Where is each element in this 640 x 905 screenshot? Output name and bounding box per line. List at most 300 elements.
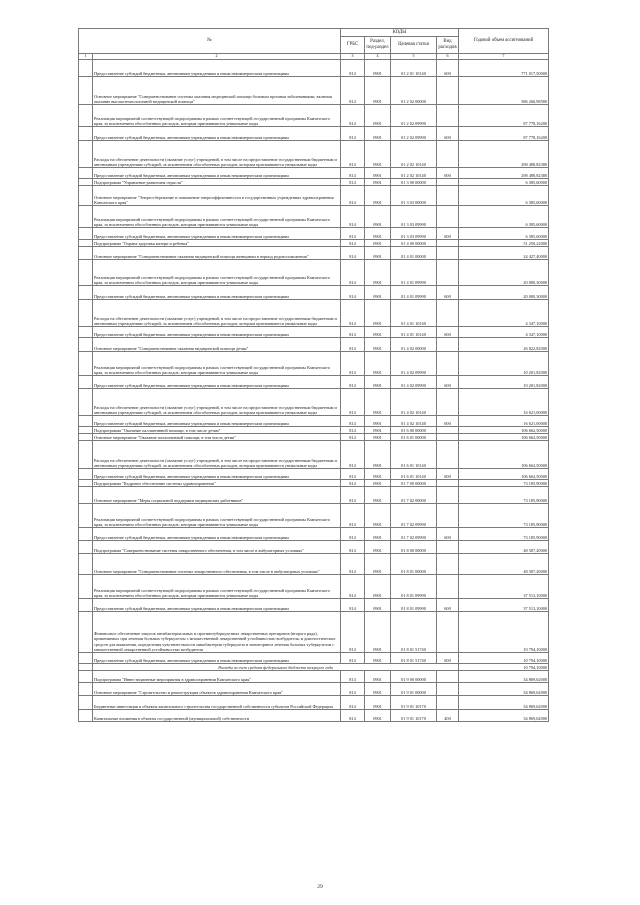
amount-cell: 6 385,60000	[459, 228, 549, 240]
grbs-cell: 814	[341, 260, 365, 286]
name-cell: Основное мероприятие "Меры социальной поддержки медицинских работников"	[93, 487, 341, 504]
column-index: 2	[93, 54, 341, 60]
expense-kind-cell	[437, 186, 459, 206]
row-number-cell	[79, 240, 93, 247]
grbs-cell: 814	[341, 671, 365, 683]
name-cell: Подпрограмма "Кадровое обеспечение системы здравоохранения"	[93, 480, 341, 487]
amount-cell: 26 822,82000	[459, 338, 549, 352]
target-article-cell: 01 4 01 00000	[391, 247, 437, 260]
grbs-cell: 814	[341, 60, 365, 77]
row-number-cell	[79, 186, 93, 206]
amount-cell: 73 185,90000	[459, 528, 549, 541]
section-cell: 0901	[365, 376, 391, 389]
expense-kind-cell	[437, 77, 459, 105]
name-cell: Подпрограмма "Охрана здоровья матери и ребенка"	[93, 240, 341, 247]
amount-cell: 48 307,20000	[459, 541, 549, 554]
table-row	[79, 541, 549, 554]
table-row	[79, 168, 549, 179]
amount-cell: 51 250,22000	[459, 240, 549, 247]
table-row	[79, 504, 549, 528]
grbs-cell: 814	[341, 696, 365, 710]
grbs-cell: 814	[341, 441, 365, 469]
grbs-cell: 814	[341, 352, 365, 376]
target-article-cell: 01 4 01 10140	[391, 300, 437, 327]
section-cell: 0901	[365, 710, 391, 722]
table-row	[79, 206, 549, 228]
table-row	[79, 105, 549, 127]
name-cell: Реализация мероприятий соответствующей подпрограммы в рамках соответствующей государственной программы Камчатского края, за исключением обособленных расходов, которым присваиваются уникальные коды	[93, 352, 341, 376]
row-number-cell	[79, 554, 93, 575]
name-cell: Предоставление субсидий бюджетным, автономным учреждениям и иным некоммерческим организациям	[93, 653, 341, 664]
amount-cell: 6 385,60000	[459, 206, 549, 228]
column-index: 3	[341, 54, 365, 60]
table-row	[79, 247, 549, 260]
section-cell: 0901	[365, 60, 391, 77]
page-number: 29	[317, 884, 323, 890]
section-cell: 0901	[365, 441, 391, 469]
grbs-cell: 814	[341, 683, 365, 696]
expense-kind-cell	[437, 487, 459, 504]
name-cell: Финансовое обеспечение закупок антибактериальных и противотуберкулезных лекарственных препаратов (второго ряда), применяемых при лечении больных туберкулезом с множественной лекарственной устойчивостью возбудителя, и диагностических средств для выявления, определения чувствительности микобактерии туберкулеза и мониторинга лечения больных туберкулезом с множественной лекарственной устойчивостью возбудителя	[93, 612, 341, 653]
section-cell: 0901	[365, 599, 391, 612]
name-cell: Предоставление субсидий бюджетным, автономным учреждениям и иным некоммерческим организациям	[93, 528, 341, 541]
section-cell: 0901	[365, 228, 391, 240]
row-number-cell	[79, 206, 93, 228]
table-row	[79, 696, 549, 710]
grbs-cell: 814	[341, 416, 365, 427]
grbs-cell: 814	[341, 653, 365, 664]
grbs-cell: 814	[341, 168, 365, 179]
budget-table-sheet	[78, 28, 548, 722]
section-cell: 0901	[365, 77, 391, 105]
grbs-cell: 814	[341, 504, 365, 528]
target-article-cell: 01 2 02 00000	[391, 77, 437, 105]
expense-kind-cell	[437, 554, 459, 575]
target-article-cell: 01 6 00 00000	[391, 427, 437, 434]
table-row	[79, 469, 549, 480]
row-number-cell	[79, 300, 93, 327]
name-cell: Предоставление субсидий бюджетным, автономным учреждениям и иным некоммерческим организациям	[93, 168, 341, 179]
header-expense-kind: Вид расходов	[437, 37, 459, 54]
amount-cell: 24 427,40000	[459, 247, 549, 260]
row-number-cell	[79, 653, 93, 664]
table-row	[79, 338, 549, 352]
expense-kind-cell	[437, 434, 459, 441]
row-number-cell	[79, 480, 93, 487]
row-number-cell	[79, 469, 93, 480]
row-number-cell	[79, 260, 93, 286]
row-number-cell	[79, 416, 93, 427]
expense-kind-cell: 600	[437, 327, 459, 338]
grbs-cell: 814	[341, 327, 365, 338]
amount-cell: 34 869,62000	[459, 710, 549, 722]
amount-cell: 10 794,10000	[459, 664, 549, 671]
grbs-cell: 814	[341, 376, 365, 389]
grbs-cell: 814	[341, 179, 365, 186]
name-cell: Расходы на обеспечение деятельности (оказание услуг) учреждений, в том числе на предоставление государственным бюджетным и автономным учреждениям субсидий, за исключением обособленных расходов, которым присваиваются уникальные коды	[93, 441, 341, 469]
section-cell: 0901	[365, 653, 391, 664]
column-index: 7	[459, 54, 549, 60]
grbs-cell: 814	[341, 300, 365, 327]
row-number-cell	[79, 168, 93, 179]
amount-cell: 4 347,10000	[459, 300, 549, 327]
amount-cell: 37 513,10000	[459, 599, 549, 612]
section-cell: 0901	[365, 247, 391, 260]
table-row	[79, 179, 549, 186]
column-index: 1	[79, 54, 93, 60]
header-annual-volume: Годовой объем ассигнований	[459, 29, 549, 54]
name-cell: Основное мероприятие "Совершенствование системы оказания медицинской помощи больным прочими заболеваниями, включая оказание высокотехнологичной медицинской помощи"	[93, 77, 341, 105]
section-cell: 0901	[365, 389, 391, 416]
section-cell: 0901	[365, 671, 391, 683]
name-cell: Предоставление субсидий бюджетным, автономным учреждениям и иным некоммерческим организациям	[93, 60, 341, 77]
section-cell: 0901	[365, 141, 391, 168]
grbs-cell: 814	[341, 469, 365, 480]
expense-kind-cell	[437, 541, 459, 554]
row-number-cell	[79, 504, 93, 528]
expense-kind-cell	[437, 427, 459, 434]
amount-cell: 386 266,98580	[459, 77, 549, 105]
table-row	[79, 671, 549, 683]
grbs-cell: 814	[341, 127, 365, 141]
name-cell: Основное мероприятие "Совершенствование системы лекарственного обеспечения, в том числе в амбулаторных условиях"	[93, 554, 341, 575]
section-cell: 0901	[365, 469, 391, 480]
grbs-cell: 814	[341, 541, 365, 554]
row-number-cell	[79, 487, 93, 504]
target-article-cell: 01 8 01 09990	[391, 575, 437, 599]
name-cell: Основное мероприятие "Совершенствование оказания медицинской помощи детям"	[93, 338, 341, 352]
target-article-cell: 01 3 03 09990	[391, 228, 437, 240]
target-article-cell: 01 4 01 09990	[391, 260, 437, 286]
row-number-cell	[79, 179, 93, 186]
section-cell: 0901	[365, 240, 391, 247]
row-number-cell	[79, 664, 93, 671]
row-number-cell	[79, 338, 93, 352]
amount-cell: 48 307,20000	[459, 554, 549, 575]
expense-kind-cell	[437, 683, 459, 696]
grbs-cell: 814	[341, 612, 365, 653]
target-article-cell: 01 4 02 00000	[391, 338, 437, 352]
table-row	[79, 77, 549, 105]
target-article-cell: 01 4 02 09990	[391, 352, 437, 376]
amount-cell: 87 778,16200	[459, 105, 549, 127]
name-cell: Расходы на обеспечение деятельности (оказание услуг) учреждений, в том числе на предоставление государственным бюджетным и автономным учреждениям субсидий, за исключением обособленных расходов, которым присваиваются уникальные коды	[93, 141, 341, 168]
column-index: 6	[437, 54, 459, 60]
note-cell: Расходы за счет средств федерального бюджета текущего года	[93, 664, 459, 671]
amount-cell: 34 869,62000	[459, 671, 549, 683]
expense-kind-cell	[437, 671, 459, 683]
grbs-cell: 814	[341, 389, 365, 416]
target-article-cell: 01 8 01 09990	[391, 599, 437, 612]
grbs-cell: 814	[341, 554, 365, 575]
name-cell: Реализация мероприятий соответствующей подпрограммы в рамках соответствующей государственной программы Камчатского края, за исключением обособленных расходов, которым присваиваются уникальные коды	[93, 206, 341, 228]
expense-kind-cell: 600	[437, 376, 459, 389]
expense-kind-cell	[437, 441, 459, 469]
section-cell: 0901	[365, 504, 391, 528]
target-article-cell: 01 2 02 10140	[391, 168, 437, 179]
amount-cell: 20 080,30000	[459, 286, 549, 300]
column-index: 4	[365, 54, 391, 60]
table-row	[79, 416, 549, 427]
row-number-cell	[79, 228, 93, 240]
amount-cell: 16 621,00000	[459, 416, 549, 427]
amount-cell: 10 794,10000	[459, 653, 549, 664]
table-row	[79, 228, 549, 240]
amount-cell: 73 185,90000	[459, 504, 549, 528]
row-number-cell	[79, 575, 93, 599]
row-number-cell	[79, 528, 93, 541]
target-article-cell: 01 4 02 10140	[391, 416, 437, 427]
expense-kind-cell: 600	[437, 469, 459, 480]
name-cell: Подпрограмма "Оказание паллиативной помощи, в том числе детям"	[93, 427, 341, 434]
expense-kind-cell	[437, 480, 459, 487]
row-number-cell	[79, 60, 93, 77]
amount-cell: 34 869,62000	[459, 683, 549, 696]
row-number-cell	[79, 77, 93, 105]
target-article-cell: 01 4 02 09990	[391, 376, 437, 389]
row-number-cell	[79, 683, 93, 696]
expense-kind-cell	[437, 247, 459, 260]
name-cell: Подпрограмма "Управление развитием отрасли"	[93, 179, 341, 186]
expense-kind-cell	[437, 575, 459, 599]
section-cell: 0901	[365, 127, 391, 141]
table-row	[79, 441, 549, 469]
amount-cell: 6 385,60000	[459, 186, 549, 206]
grbs-cell: 814	[341, 228, 365, 240]
target-article-cell: 01 7 02 00000	[391, 487, 437, 504]
target-article-cell: 01 9 01 10170	[391, 710, 437, 722]
table-note-row	[79, 664, 549, 671]
target-article-cell: 01 6 01 10140	[391, 469, 437, 480]
grbs-cell: 814	[341, 434, 365, 441]
name-cell: Основное мероприятие "Оказание паллиативной помощи, в том числе детям"	[93, 434, 341, 441]
target-article-cell: 01 3 03 09990	[391, 206, 437, 228]
amount-cell: 106 662,50000	[459, 434, 549, 441]
name-cell: Основное мероприятие "Строительство и реконструкция объектов здравоохранения Камчатского края"	[93, 683, 341, 696]
name-cell: Предоставление субсидий бюджетным, автономным учреждениям и иным некоммерческим организациям	[93, 127, 341, 141]
header-grbs: ГРБС	[341, 37, 365, 54]
amount-cell: 4 347,10000	[459, 327, 549, 338]
expense-kind-cell	[437, 389, 459, 416]
target-article-cell: 01 6 01 00000	[391, 434, 437, 441]
table-row	[79, 389, 549, 416]
name-cell: Предоставление субсидий бюджетным, автономным учреждениям и иным некоммерческим организациям	[93, 416, 341, 427]
grbs-cell: 814	[341, 427, 365, 434]
row-number-cell	[79, 376, 93, 389]
table-row	[79, 300, 549, 327]
target-article-cell: 01 9 01 10170	[391, 696, 437, 710]
table-row	[79, 141, 549, 168]
table-row	[79, 653, 549, 664]
section-cell: 0901	[365, 528, 391, 541]
table-row	[79, 240, 549, 247]
target-article-cell: 01 4 02 10140	[391, 389, 437, 416]
name-cell: Предоставление субсидий бюджетным, автономным учреждениям и иным некоммерческим организациям	[93, 599, 341, 612]
row-number-cell	[79, 327, 93, 338]
section-cell: 0901	[365, 105, 391, 127]
section-cell: 0901	[365, 206, 391, 228]
amount-cell: 106 662,50000	[459, 441, 549, 469]
amount-cell: 771 017,50000	[459, 60, 549, 77]
row-number-cell	[79, 105, 93, 127]
target-article-cell: 01 9 01 00000	[391, 683, 437, 696]
row-number-cell	[79, 441, 93, 469]
name-cell: Капитальные вложения в объекты государственной (муниципальной) собственности	[93, 710, 341, 722]
section-cell: 0901	[365, 338, 391, 352]
amount-cell: 10 201,82000	[459, 376, 549, 389]
amount-cell: 298 488,82380	[459, 141, 549, 168]
name-cell: Реализация мероприятий соответствующей подпрограммы в рамках соответствующей государственной программы Камчатского края, за исключением обособленных расходов, которым присваиваются уникальные коды	[93, 575, 341, 599]
section-cell: 0901	[365, 480, 391, 487]
row-number-cell	[79, 389, 93, 416]
table-row	[79, 427, 549, 434]
name-cell: Реализация мероприятий соответствующей подпрограммы в рамках соответствующей государственной программы Камчатского края, за исключением обособленных расходов, которым присваиваются уникальные коды	[93, 504, 341, 528]
table-row	[79, 554, 549, 575]
section-cell: 0901	[365, 683, 391, 696]
header-codes: КОДЫ	[341, 29, 459, 37]
grbs-cell: 814	[341, 480, 365, 487]
section-cell: 0901	[365, 260, 391, 286]
table-row	[79, 683, 549, 696]
section-cell: 0901	[365, 612, 391, 653]
grbs-cell: 814	[341, 105, 365, 127]
grbs-cell: 814	[341, 141, 365, 168]
amount-cell: 106 662,50000	[459, 427, 549, 434]
target-article-cell: 01 8 01 51740	[391, 612, 437, 653]
table-row	[79, 612, 549, 653]
section-cell: 0901	[365, 575, 391, 599]
name-cell: Подпрограмма "Совершенствование системы лекарственного обеспечения, в том числе в амбулаторных условиях"	[93, 541, 341, 554]
section-cell: 0901	[365, 352, 391, 376]
expense-kind-cell	[437, 141, 459, 168]
section-cell: 0901	[365, 168, 391, 179]
expense-kind-cell	[437, 260, 459, 286]
row-number-cell	[79, 427, 93, 434]
row-number-cell	[79, 352, 93, 376]
amount-cell: 20 080,30000	[459, 260, 549, 286]
header-section: Раздел, под-раздел	[365, 37, 391, 54]
amount-cell: 73 185,90000	[459, 487, 549, 504]
grbs-cell: 814	[341, 286, 365, 300]
column-index: 5	[391, 54, 437, 60]
target-article-cell: 01 7 00 00000	[391, 480, 437, 487]
target-article-cell: 01 3 03 00000	[391, 186, 437, 206]
expense-kind-cell	[437, 105, 459, 127]
section-cell: 0901	[365, 300, 391, 327]
expense-kind-cell	[437, 338, 459, 352]
table-row	[79, 487, 549, 504]
table-body	[79, 60, 549, 722]
section-cell: 0901	[365, 434, 391, 441]
name-cell: Предоставление субсидий бюджетным, автономным учреждениям и иным некоммерческим организациям	[93, 469, 341, 480]
table-row	[79, 599, 549, 612]
grbs-cell: 814	[341, 186, 365, 206]
section-cell: 0901	[365, 541, 391, 554]
table-row	[79, 60, 549, 77]
amount-cell: 37 513,10000	[459, 575, 549, 599]
row-number-cell	[79, 671, 93, 683]
name-cell: Основное мероприятие "Совершенствование оказания медицинской помощи женщинам в период родовспоможения"	[93, 247, 341, 260]
expense-kind-cell: 600	[437, 127, 459, 141]
amount-cell: 10 201,82000	[459, 352, 549, 376]
name-cell: Предоставление субсидий бюджетным, автономным учреждениям и иным некоммерческим организациям	[93, 286, 341, 300]
target-article-cell: 01 4 01 10140	[391, 327, 437, 338]
target-article-cell: 01 2 02 09990	[391, 127, 437, 141]
table-row	[79, 376, 549, 389]
grbs-cell: 814	[341, 487, 365, 504]
target-article-cell: 01 6 01 10140	[391, 441, 437, 469]
section-cell: 0901	[365, 416, 391, 427]
expense-kind-cell: 600	[437, 286, 459, 300]
target-article-cell: 01 8 00 00000	[391, 541, 437, 554]
name-cell: Предоставление субсидий бюджетным, автономным учреждениям и иным некоммерческим организациям	[93, 228, 341, 240]
amount-cell: 10 794,10000	[459, 612, 549, 653]
row-number-cell	[79, 541, 93, 554]
name-cell: Бюджетные инвестиции в объекты капитального строительства государственной собственности субъектов Российской Федерации	[93, 696, 341, 710]
expense-kind-cell: 600	[437, 168, 459, 179]
table-row	[79, 327, 549, 338]
table-row	[79, 286, 549, 300]
target-article-cell: 01 2 02 09990	[391, 105, 437, 127]
expense-kind-cell: 600	[437, 599, 459, 612]
expense-kind-cell: 600	[437, 416, 459, 427]
section-cell: 0901	[365, 487, 391, 504]
amount-cell: 16 621,00000	[459, 389, 549, 416]
expense-kind-cell: 400	[437, 710, 459, 722]
row-number-cell	[79, 286, 93, 300]
section-cell: 0901	[365, 327, 391, 338]
table-row	[79, 710, 549, 722]
name-cell: Предоставление субсидий бюджетным, автономным учреждениям и иным некоммерческим организациям	[93, 327, 341, 338]
grbs-cell: 814	[341, 247, 365, 260]
name-cell: Расходы на обеспечение деятельности (оказание услуг) учреждений, в том числе на предоставление государственным бюджетным и автономным учреждениям субсидий, за исключением обособленных расходов, которым присваиваются уникальные коды	[93, 389, 341, 416]
row-number-cell	[79, 599, 93, 612]
name-cell: Предоставление субсидий бюджетным, автономным учреждениям и иным некоммерческим организациям	[93, 376, 341, 389]
header-target-article: Целевая статья	[391, 37, 437, 54]
row-number-cell	[79, 141, 93, 168]
section-cell: 0901	[365, 186, 391, 206]
name-cell: Расходы на обеспечение деятельности (оказание услуг) учреждений, в том числе на предоставление государственным бюджетным и автономным учреждениям субсидий, за исключением обособленных расходов, которым присваиваются уникальные коды	[93, 300, 341, 327]
name-cell: Подпрограмма "Инвестиционные мероприятия в здравоохранении Камчатского края"	[93, 671, 341, 683]
table-row	[79, 186, 549, 206]
name-cell: Реализация мероприятий соответствующей подпрограммы в рамках соответствующей государственной программы Камчатского края, за исключением обособленных расходов, которым присваиваются уникальные коды	[93, 105, 341, 127]
target-article-cell: 01 7 02 09990	[391, 504, 437, 528]
grbs-cell: 814	[341, 575, 365, 599]
expense-kind-cell	[437, 612, 459, 653]
table-row	[79, 127, 549, 141]
target-article-cell: 01 3 00 00000	[391, 179, 437, 186]
target-article-cell: 01 2 01 10140	[391, 60, 437, 77]
target-article-cell: 01 7 02 09990	[391, 528, 437, 541]
table-row	[79, 575, 549, 599]
amount-cell: 34 869,62000	[459, 696, 549, 710]
grbs-cell: 814	[341, 206, 365, 228]
expense-kind-cell: 600	[437, 653, 459, 664]
row-number-cell	[79, 247, 93, 260]
row-number-cell	[79, 696, 93, 710]
expense-kind-cell: 600	[437, 228, 459, 240]
section-cell: 0901	[365, 427, 391, 434]
expense-kind-cell: 600	[437, 528, 459, 541]
table-row	[79, 352, 549, 376]
expense-kind-cell	[437, 300, 459, 327]
table-row	[79, 528, 549, 541]
target-article-cell: 01 9 00 00000	[391, 671, 437, 683]
section-cell: 0901	[365, 696, 391, 710]
section-cell: 0901	[365, 554, 391, 575]
header-number: №	[79, 29, 341, 54]
target-article-cell: 01 4 01 09990	[391, 286, 437, 300]
